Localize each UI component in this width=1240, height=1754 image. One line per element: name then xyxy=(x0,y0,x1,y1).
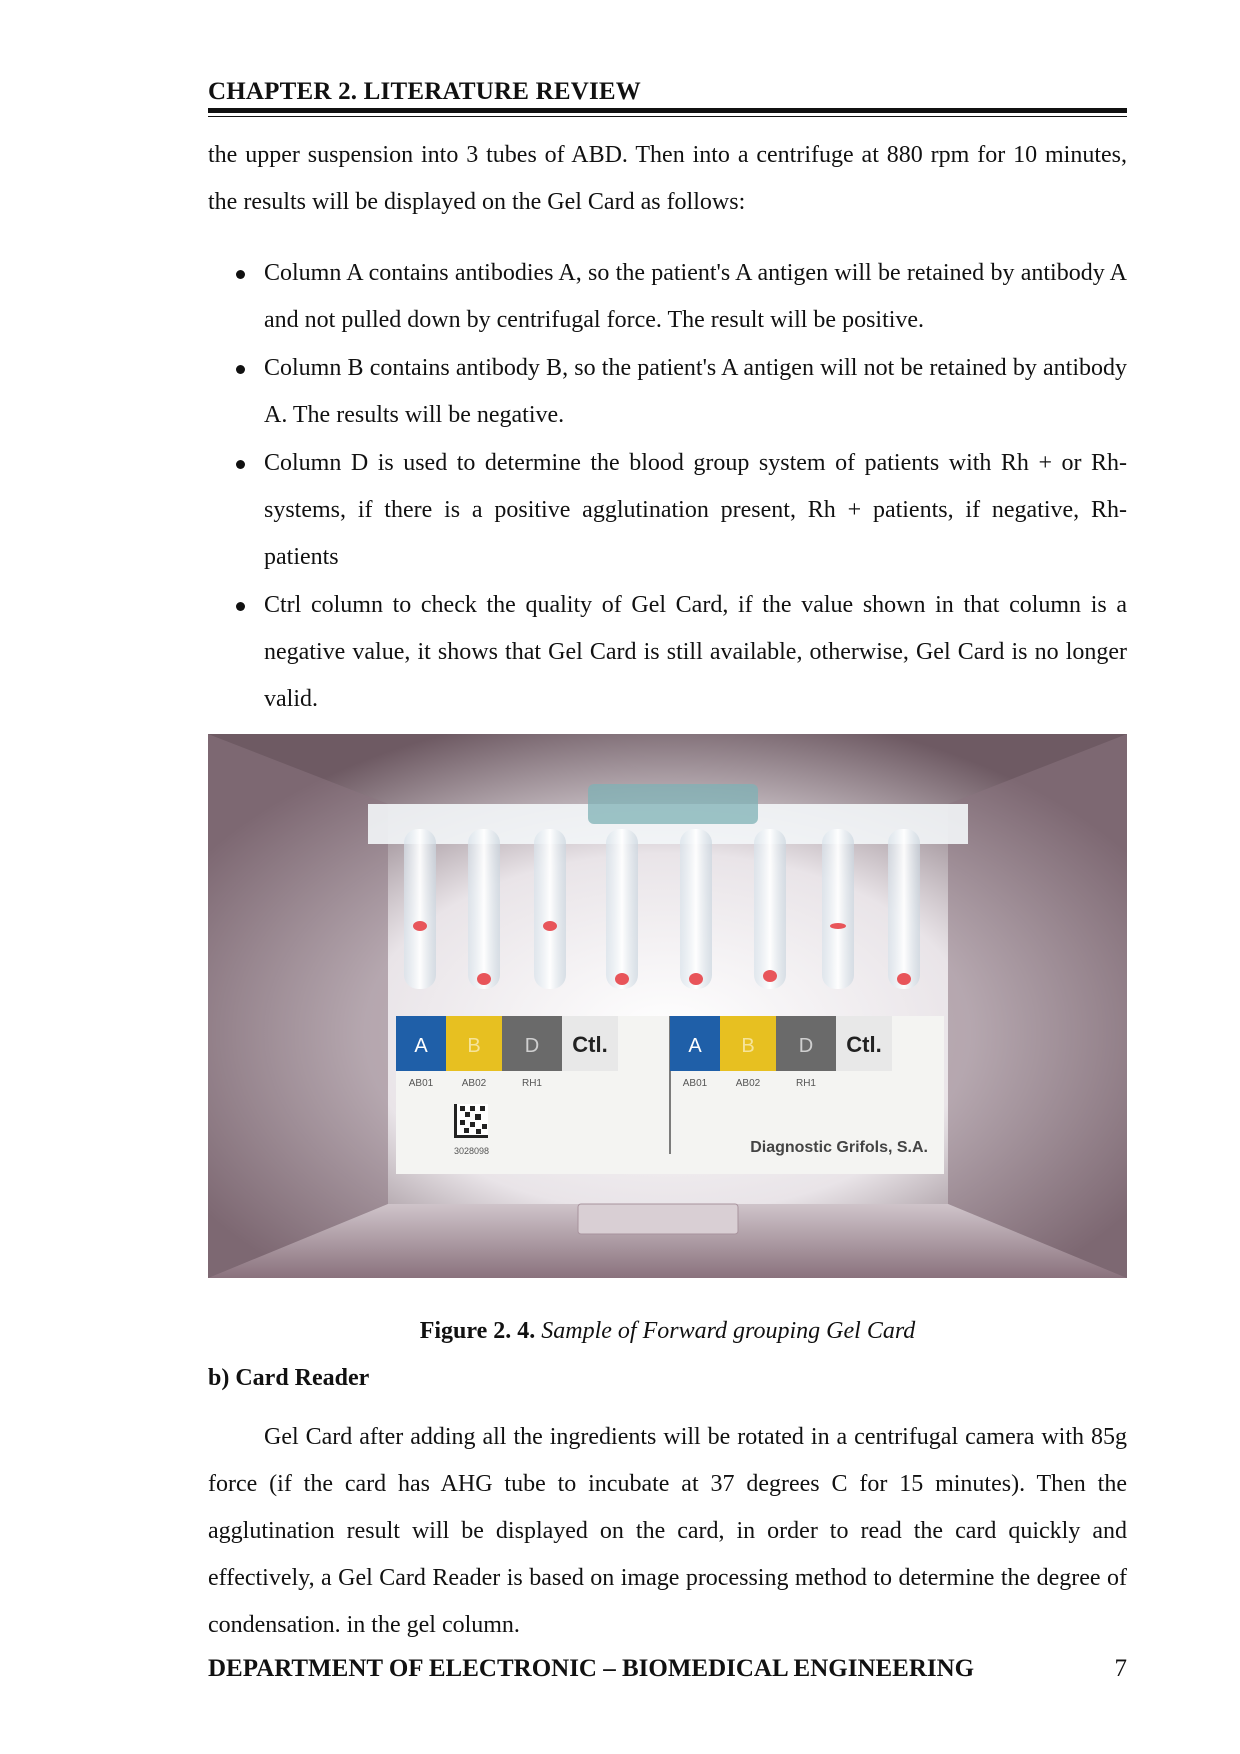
right-wall xyxy=(948,734,1127,1278)
card-stand xyxy=(578,1204,738,1234)
caption-text: Sample of Forward grouping Gel Card xyxy=(541,1318,916,1344)
pellet xyxy=(477,973,491,985)
pellet xyxy=(689,973,703,985)
card-label: A xyxy=(414,1035,428,1057)
bullet-icon xyxy=(236,365,245,374)
card-label: Ctl. xyxy=(846,1032,882,1057)
card-serial: 3028098 xyxy=(454,1146,490,1156)
body-paragraph: Gel Card after adding all the ingredients will be rotated in a centrifugal camera with 85g force (if the card has AHG tube to incubate at 37 degrees C for 15 minutes). Then the agglutination result will be displayed on the card, in order to read the card quickly and effectively, a Gel Card Reader is based on image processing method to determine the degree of condensation. in the gel column. xyxy=(208,1424,1127,1638)
chapter-title: CHAPTER 2. LITERATURE REVIEW xyxy=(208,78,641,105)
tube xyxy=(754,829,786,989)
page-header xyxy=(208,78,1127,106)
bullet-icon xyxy=(236,460,245,469)
header-rule-thin xyxy=(208,116,1127,117)
pellet xyxy=(763,970,777,982)
left-wall xyxy=(208,734,388,1278)
tube xyxy=(888,829,920,989)
bullet-icon xyxy=(236,602,245,611)
card-code: AB02 xyxy=(461,1078,487,1089)
bullet-item xyxy=(208,345,1127,439)
pellet xyxy=(830,923,846,929)
bullet-text: Ctrl column to check the quality of Gel Card, if the value shown in that column is a negative value, it shows that Gel Card is still available, otherwise, Gel Card is no longer valid. xyxy=(264,592,1127,712)
tube xyxy=(468,829,500,989)
card-label: B xyxy=(741,1035,755,1057)
header-rule xyxy=(208,108,1127,113)
gel-card-illustration xyxy=(208,734,1127,1278)
bullet-text: Column B contains antibody B, so the patient's A antigen will not be retained by antibody A. The results will be negative. xyxy=(264,355,1127,428)
card-label: A xyxy=(688,1035,702,1057)
bullet-icon xyxy=(236,270,245,279)
department-name: DEPARTMENT OF ELECTRONIC – BIOMEDICAL ENGINEERING xyxy=(208,1655,975,1682)
bullet-text: Column A contains antibodies A, so the patient's A antigen will be retained by antibody A and not pulled down by centrifugal force. The result will be positive. xyxy=(264,260,1127,333)
card-code: AB01 xyxy=(682,1078,708,1089)
pellet xyxy=(413,921,427,931)
card-code: AB01 xyxy=(408,1078,434,1089)
figure-caption xyxy=(208,1318,1127,1345)
pellet xyxy=(543,921,557,931)
bullet-item xyxy=(208,440,1127,581)
datamatrix-icon xyxy=(454,1104,488,1138)
tube xyxy=(534,829,566,989)
page-number: 7 xyxy=(1114,1655,1127,1682)
card-brand: Diagnostic Grifols, S.A. xyxy=(750,1139,928,1156)
tube xyxy=(404,829,436,989)
card-code: RH1 xyxy=(795,1078,817,1089)
page-footer xyxy=(208,1655,1127,1683)
caption-label: Figure 2. 4. xyxy=(419,1318,536,1344)
card-label: D xyxy=(524,1035,540,1057)
card-label: Ctl. xyxy=(572,1032,608,1057)
section-heading: b) Card Reader xyxy=(208,1365,370,1391)
card-code: AB02 xyxy=(735,1078,761,1089)
bullet-list xyxy=(208,250,1127,724)
tube xyxy=(606,829,638,989)
bullet-item xyxy=(208,250,1127,344)
tube xyxy=(680,829,712,989)
intro-paragraph: the upper suspension into 3 tubes of ABD. Then into a centrifuge at 880 rpm for 10 minutes, the results will be displayed on the Gel Card as follows: xyxy=(208,142,1127,215)
card-code: RH1 xyxy=(521,1078,543,1089)
pellet xyxy=(615,973,629,985)
gel-card-photo xyxy=(208,734,1127,1278)
bullet-text: Column D is used to determine the blood group system of patients with Rh + or Rh- systems, if there is a positive agglutination present, Rh + patients, if negative, Rh- patients xyxy=(264,450,1127,570)
card-label: D xyxy=(798,1035,814,1057)
bullet-item xyxy=(208,582,1127,723)
card-cap xyxy=(588,784,758,824)
card-label: B xyxy=(467,1035,481,1057)
tube xyxy=(822,829,854,989)
pellet xyxy=(897,973,911,985)
